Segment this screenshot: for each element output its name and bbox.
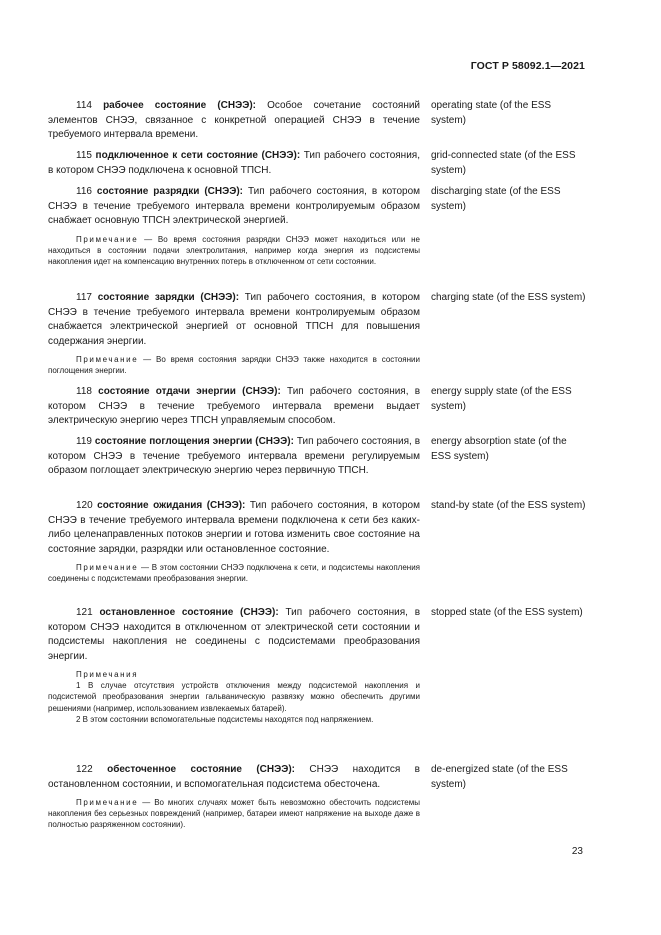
- note: [48, 562, 420, 584]
- term-number: 115: [76, 150, 92, 161]
- term-definition: [48, 606, 420, 725]
- note-text: 1 В случае отсутствия устройств отключения между подсистемой накопления и подсистемой преобразования энергии гальваническую развязку можно обеспечить другими решениями (например, использованием извлекаемых батарей).: [48, 681, 420, 713]
- standard-header: ГОСТ Р 58092.1—2021: [470, 60, 585, 72]
- term-text: Тип рабочего состояния, в котором СНЭЭ в течение требуемого интервала времени выдает электрическую энергию через ТПСН управляемым способом.: [48, 386, 421, 426]
- term-definition: [48, 149, 420, 178]
- term-text: Тип рабочего состояния, в котором СНЭЭ в течение требуемого интервала времени контролируемым образом снабжает основную ТПСН электрической энергией.: [48, 186, 421, 226]
- english-term: discharging state (of the ESS system): [431, 186, 561, 212]
- english-term: stopped state (of the ESS system): [431, 607, 583, 618]
- note: [48, 797, 420, 831]
- term-definition: [48, 499, 420, 584]
- notes-label: Примечания: [76, 670, 139, 679]
- term-number: 118: [76, 386, 92, 397]
- note: [48, 234, 420, 268]
- term-title: состояние поглощения энергии (СНЭЭ):: [94, 436, 294, 447]
- english-term: charging state (of the ESS system): [431, 292, 586, 303]
- term-title: состояние отдачи энергии (СНЭЭ):: [98, 386, 281, 397]
- term-definition: [48, 99, 420, 143]
- term-text: Особое сочетание состояний элементов СНЭЭ, связанное с конкретной операцией СНЭЭ в течение требуемого интервала времени.: [48, 100, 421, 140]
- note-text: — Во время состояния зарядки СНЭЭ также находится в состоянии поглощения энергии.: [48, 355, 420, 376]
- term-title: обесточенное состояние (СНЭЭ):: [107, 764, 296, 775]
- term-definition: [48, 763, 420, 831]
- notes: [48, 669, 420, 725]
- term-text: Тип рабочего состояния, в котором СНЭЭ в течение требуемого интервала времени регулируемым образом поглощает электрическую энергию через первичную ТПСН.: [48, 436, 421, 476]
- term-title: подключенное к сети состояние (СНЭЭ):: [95, 150, 301, 161]
- term-number: 121: [76, 607, 93, 618]
- term-title: состояние зарядки (СНЭЭ):: [97, 292, 240, 303]
- term-definition: [48, 435, 420, 479]
- note-text: 2 В этом состоянии вспомогательные подсистемы находятся под напряжением.: [76, 714, 374, 724]
- page-number: 23: [571, 846, 583, 857]
- term-number: 117: [76, 292, 92, 303]
- term-text: Тип рабочего состояния, в котором СНЭЭ находится в отключенном от электрической сети состоянии и подсистемы накопления не соединены с подсистемами преобразования энергии.: [48, 607, 421, 662]
- note-item: [48, 714, 420, 725]
- note-text: — Во время состояния разрядки СНЭЭ может находиться или не находиться в состоянии подачи электролитания, например когда энергия из подсистемы накопления идет на компенсацию внутренних потерь в отключенном от сети состоянии.: [48, 234, 420, 266]
- note-text: — В этом состоянии СНЭЭ подключена к сети, и подсистемы накопления соединены с подсистемами преобразования энергии.: [48, 563, 420, 584]
- note-item: [48, 680, 420, 714]
- term-number: 120: [76, 500, 93, 511]
- term-title: состояние разрядки (СНЭЭ):: [96, 186, 243, 197]
- term-title: рабочее состояние (СНЭЭ):: [103, 100, 256, 111]
- term-text: СНЭЭ находится в остановленном состоянии, и вспомогательная подсистема обесточена.: [48, 764, 420, 790]
- english-term: stand-by state (of the ESS system): [431, 500, 586, 511]
- note-label: Примечание: [76, 355, 139, 364]
- term-number: 119: [76, 436, 92, 447]
- note-label: Примечание: [76, 563, 139, 572]
- term-definition: [48, 291, 420, 376]
- note-text: — Во многих случаях может быть невозможно обесточить подсистемы накопления без серьезных повреждений (например, батареи имеют напряжение на выходе даже в полностью разряженном состоянии).: [48, 798, 420, 830]
- term-text: Тип рабочего состояния, в котором СНЭЭ в течение требуемого интервала времени подключена к сети без каких-либо целенаправленных потоков энергии и готова изменить свое состояние на состояние зарядки, разрядки или остановленное состояние.: [48, 500, 420, 555]
- term-text: Тип рабочего состояния, в котором СНЭЭ в течение требуемого интервала времени контролируемым образом снабжается электрической энергией от основной ТПСН для повышения содержания энергии.: [48, 292, 421, 347]
- note-label: Примечание: [76, 798, 139, 807]
- term-title: состояние ожидания (СНЭЭ):: [97, 500, 246, 511]
- english-term: operating state (of the ESS system): [431, 100, 552, 126]
- term-definition: [48, 185, 420, 267]
- term-definition: [48, 385, 420, 429]
- english-term: grid-connected state (of the ESS system): [431, 150, 576, 176]
- note-label: Примечание: [76, 234, 139, 244]
- term-number: 122: [76, 764, 93, 775]
- english-term: de-energized state (of the ESS system): [431, 764, 568, 790]
- term-number: 116: [76, 186, 92, 197]
- english-term: energy supply state (of the ESS system): [431, 386, 572, 412]
- term-text: Тип рабочего состояния, в котором СНЭЭ подключена к основной ТПСН.: [48, 150, 420, 176]
- term-title: остановленное состояние (СНЭЭ):: [99, 607, 279, 618]
- term-number: 114: [76, 100, 92, 111]
- note: [48, 354, 420, 376]
- english-term: energy absorption state (of the ESS system): [431, 436, 567, 462]
